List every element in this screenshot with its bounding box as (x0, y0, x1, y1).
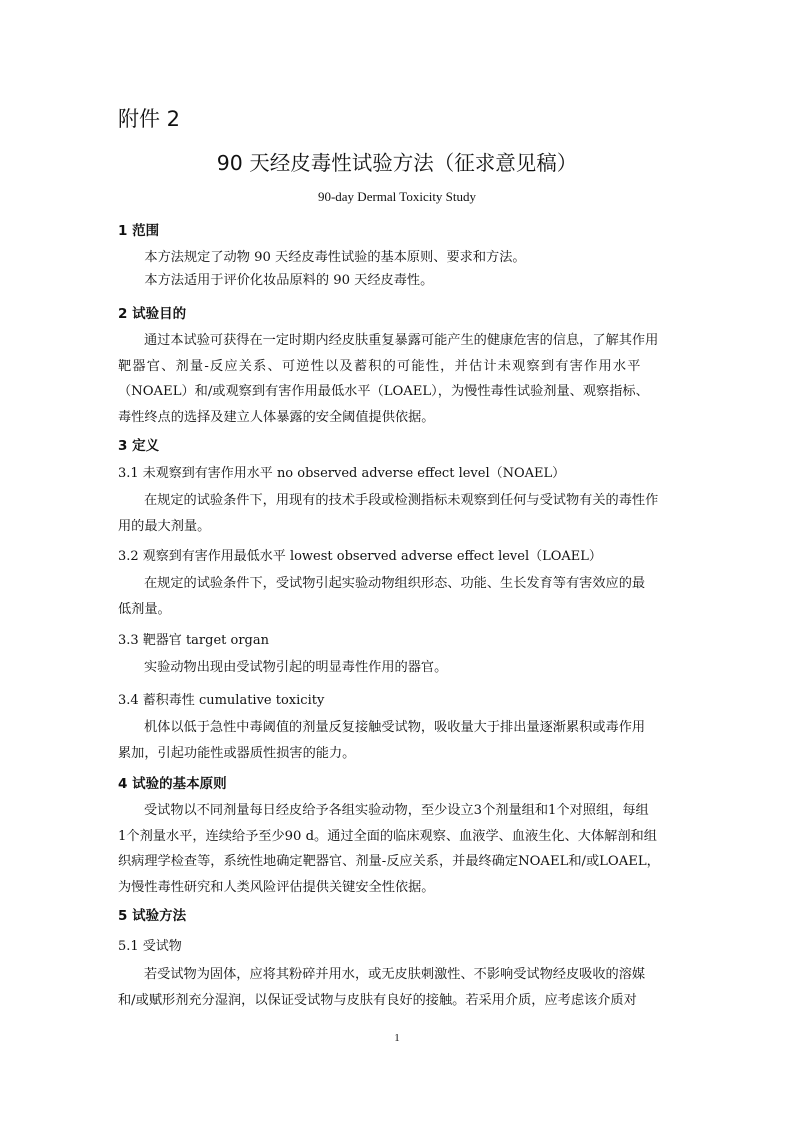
text-line: （NOAEL）和/或观察到有害作用最低水平（LOAEL），为慢性毒性试验剂量、观察指标、 (118, 384, 649, 399)
text-line: 1个剂量水平，连续给予至少90 d。通过全面的临床观察、血液学、血液生化、大体解剖和组 (118, 828, 657, 844)
document-title: 90 天经皮毒性试验方法（征求意见稿） (216, 151, 578, 175)
scope-paragraph-1 (118, 245, 678, 271)
section-heading-purpose: 2 试验目的 (118, 306, 187, 322)
purpose-paragraph (118, 328, 678, 430)
page-number: 1 (394, 1032, 400, 1044)
definition-noael-text (118, 488, 678, 539)
text-line: 为慢性毒性研究和人类风险评估提供关键安全性依据。 (118, 879, 435, 895)
text-line: 织病理学检查等，系统性地确定靶器官、剂量-反应关系，并最终确定NOAEL和/或LOAEL， (118, 854, 660, 869)
text-line: 受试物以不同剂量每日经皮给予各组实验动物，至少设立3个剂量组和1个对照组，每组 (144, 803, 649, 818)
text-line: 低剂量。 (118, 601, 171, 617)
text-line: 在规定的试验条件下，用现有的技术手段或检测指标未观察到任何与受试物有关的毒性作 (144, 493, 659, 508)
section-heading-definitions: 3 定义 (118, 438, 160, 454)
text-line: 靶器官、剂量-反应关系、可逆性以及蓄积的可能性，并估计未观察到有害作用水平 (118, 358, 642, 374)
definition-cumulative-toxicity-text (118, 715, 678, 766)
text-line: 若受试物为固体，应将其粉碎并用水，或无皮肤刺激性、不影响受试物经皮吸收的溶媒 (144, 967, 646, 982)
text-line: 本方法规定了动物 90 天经皮毒性试验的基本原则、要求和方法。 (144, 250, 526, 265)
text-line: 用的最大剂量。 (118, 518, 211, 534)
definition-target-organ-text (118, 655, 678, 681)
principles-paragraph (118, 798, 678, 900)
text-line: 和/或赋形剂充分湿润，以保证受试物与皮肤有良好的接触。若采用介质，应考虑该介质对 (118, 992, 637, 1008)
text-line: 机体以低于急性中毒阈值的剂量反复接触受试物，吸收量大于排出量逐渐累积或毒作用 (144, 720, 646, 735)
text-line: 毒性终点的选择及建立人体暴露的安全阈值提供依据。 (118, 409, 435, 425)
subsection-heading-test-substance: 5.1 受试物 (118, 939, 182, 954)
section-heading-scope: 1 范围 (118, 223, 160, 239)
text-line: 在规定的试验条件下，受试物引起实验动物组织形态、功能、生长发育等有害效应的最 (144, 576, 646, 591)
test-substance-paragraph (118, 962, 678, 1013)
section-heading-principles: 4 试验的基本原则 (118, 776, 227, 792)
text-line: 通过本试验可获得在一定时期内经皮肤重复暴露可能产生的健康危害的信息，了解其作用 (144, 333, 659, 348)
definition-heading-loael: 3.2 观察到有害作用最低水平 lowest observed adverse effect level（LOAEL） (118, 549, 602, 564)
annex-label: 附件 2 (118, 107, 181, 131)
definition-loael-text (118, 571, 678, 622)
text-line: 累加，引起功能性或器质性损害的能力。 (118, 745, 356, 761)
definition-heading-noael: 3.1 未观察到有害作用水平 no observed adverse effect level（NOAEL） (118, 466, 566, 481)
document-subtitle: 90-day Dermal Toxicity Study (317, 189, 477, 204)
scope-paragraph-2 (118, 268, 678, 294)
text-line: 实验动物出现由受试物引起的明显毒性作用的器官。 (144, 660, 448, 675)
definition-heading-cumulative-toxicity: 3.4 蓄积毒性 cumulative toxicity (118, 693, 325, 708)
definition-heading-target-organ: 3.3 靶器官 target organ (118, 633, 269, 648)
text-line: 本方法适用于评价化妆品原料的 90 天经皮毒性。 (144, 273, 434, 288)
section-heading-methods: 5 试验方法 (118, 908, 187, 924)
